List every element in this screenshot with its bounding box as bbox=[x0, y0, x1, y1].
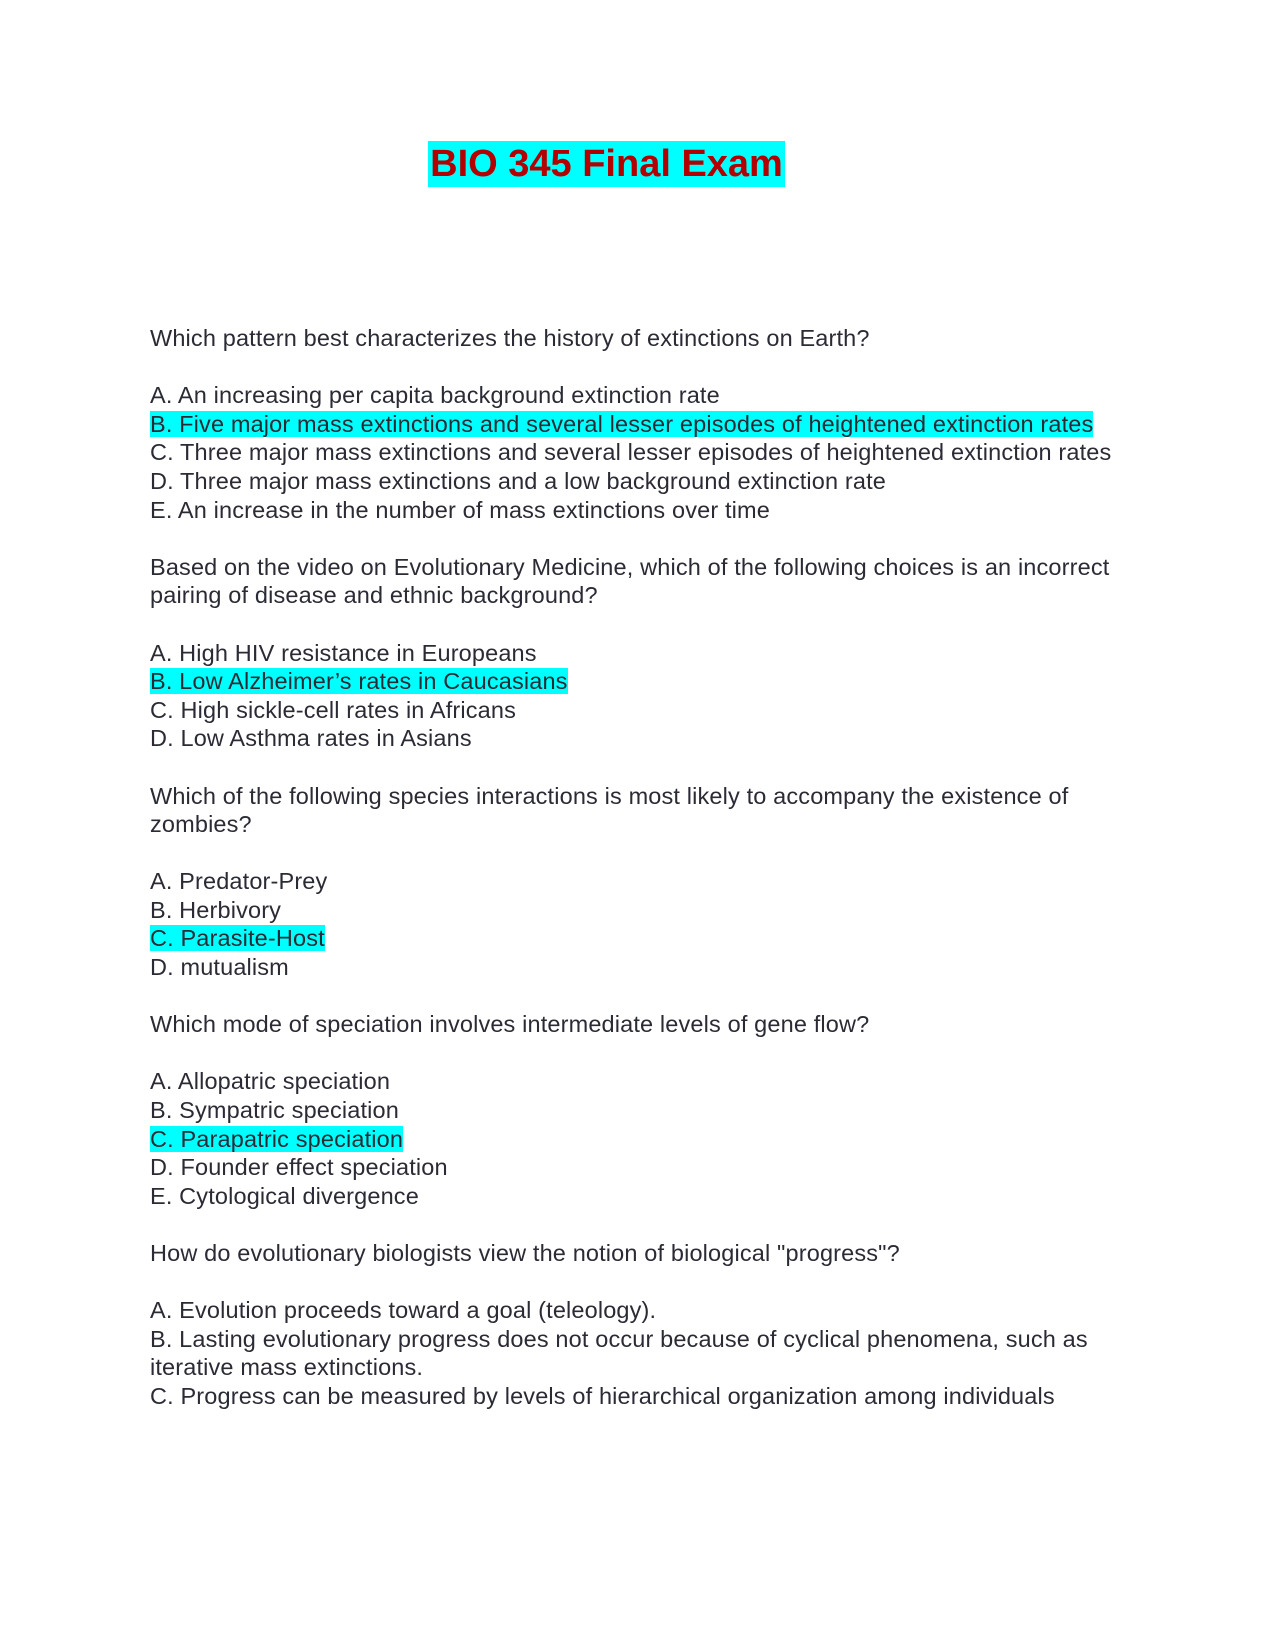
answer-option-text: C. High sickle-cell rates in Africans bbox=[150, 696, 517, 723]
answer-option-text: B. Lasting evolutionary progress does not occur because of cyclical phenomena, such as iterative mass extinctions. bbox=[150, 1325, 1088, 1381]
answer-option-text: C. Parasite-Host bbox=[150, 925, 325, 952]
answer-option-text: B. Sympatric speciation bbox=[150, 1097, 399, 1124]
answer-option-text: A. An increasing per capita background extinction rate bbox=[150, 382, 720, 409]
answer-options bbox=[150, 1067, 1120, 1210]
answer-option bbox=[150, 639, 1120, 668]
answer-option bbox=[150, 1325, 1120, 1382]
title-container bbox=[0, 141, 1275, 187]
answer-option bbox=[150, 438, 1120, 467]
answer-option-text: D. mutualism bbox=[150, 954, 289, 981]
question-text: Which of the following species interactions is most likely to accompany the existence of zombies? bbox=[150, 782, 1069, 838]
page-title: BIO 345 Final Exam bbox=[430, 143, 783, 185]
answer-option-text: B. Low Alzheimer’s rates in Caucasians bbox=[150, 668, 568, 695]
question-text: Which pattern best characterizes the history of extinctions on Earth? bbox=[150, 325, 870, 351]
answer-option bbox=[150, 381, 1120, 410]
answer-option-text: E. An increase in the number of mass extinctions over time bbox=[150, 496, 770, 523]
answer-option-text: B. Five major mass extinctions and several lesser episodes of heightened extinction rates bbox=[150, 410, 1094, 437]
question-text: How do evolutionary biologists view the notion of biological "progress"? bbox=[150, 1240, 900, 1266]
answer-option-text: D. Low Asthma rates in Asians bbox=[150, 725, 472, 752]
answer-option bbox=[150, 696, 1120, 725]
question-text: Which mode of speciation involves intermediate levels of gene flow? bbox=[150, 1011, 870, 1038]
answer-option-text: C. Progress can be measured by levels of hierarchical organization among individuals bbox=[150, 1382, 1055, 1409]
answer-option-text: C. Three major mass extinctions and several lesser episodes of heightened extinction rates bbox=[150, 439, 1112, 466]
answer-options bbox=[150, 639, 1120, 753]
answer-option-text: D. Three major mass extinctions and a low background extinction rate bbox=[150, 467, 887, 494]
answer-option bbox=[150, 467, 1120, 496]
answer-option bbox=[150, 953, 1120, 982]
answer-option bbox=[150, 496, 1120, 525]
answer-option-text: A. Predator-Prey bbox=[150, 868, 328, 895]
answer-option bbox=[150, 867, 1120, 896]
answer-option-text: B. Herbivory bbox=[150, 896, 282, 923]
answer-option bbox=[150, 724, 1120, 753]
answer-options bbox=[150, 867, 1120, 981]
answer-option bbox=[150, 1096, 1120, 1125]
answer-option-text: A. Evolution proceeds toward a goal (teleology). bbox=[150, 1297, 657, 1324]
answer-option bbox=[150, 896, 1120, 925]
answer-option bbox=[150, 1067, 1120, 1096]
answer-options bbox=[150, 1296, 1120, 1410]
answer-option-text: D. Founder effect speciation bbox=[150, 1154, 448, 1181]
exam-content bbox=[150, 324, 1120, 1439]
answer-option bbox=[150, 1382, 1120, 1411]
answer-option-highlighted bbox=[150, 1125, 1120, 1154]
question-text: Based on the video on Evolutionary Medicine, which of the following choices is an incorrect pairing of disease and ethnic background? bbox=[150, 553, 1110, 609]
answer-option-text: A. Allopatric speciation bbox=[150, 1068, 391, 1095]
answer-options bbox=[150, 381, 1120, 524]
answer-option bbox=[150, 1296, 1120, 1325]
answer-option bbox=[150, 1182, 1120, 1211]
answer-option-text: A. High HIV resistance in Europeans bbox=[150, 639, 537, 666]
answer-option-text: C. Parapatric speciation bbox=[150, 1125, 404, 1152]
answer-option-text: E. Cytological divergence bbox=[150, 1182, 419, 1209]
answer-option-highlighted bbox=[150, 410, 1120, 439]
answer-option bbox=[150, 1153, 1120, 1182]
answer-option-highlighted bbox=[150, 667, 1120, 696]
answer-option-highlighted bbox=[150, 924, 1120, 953]
